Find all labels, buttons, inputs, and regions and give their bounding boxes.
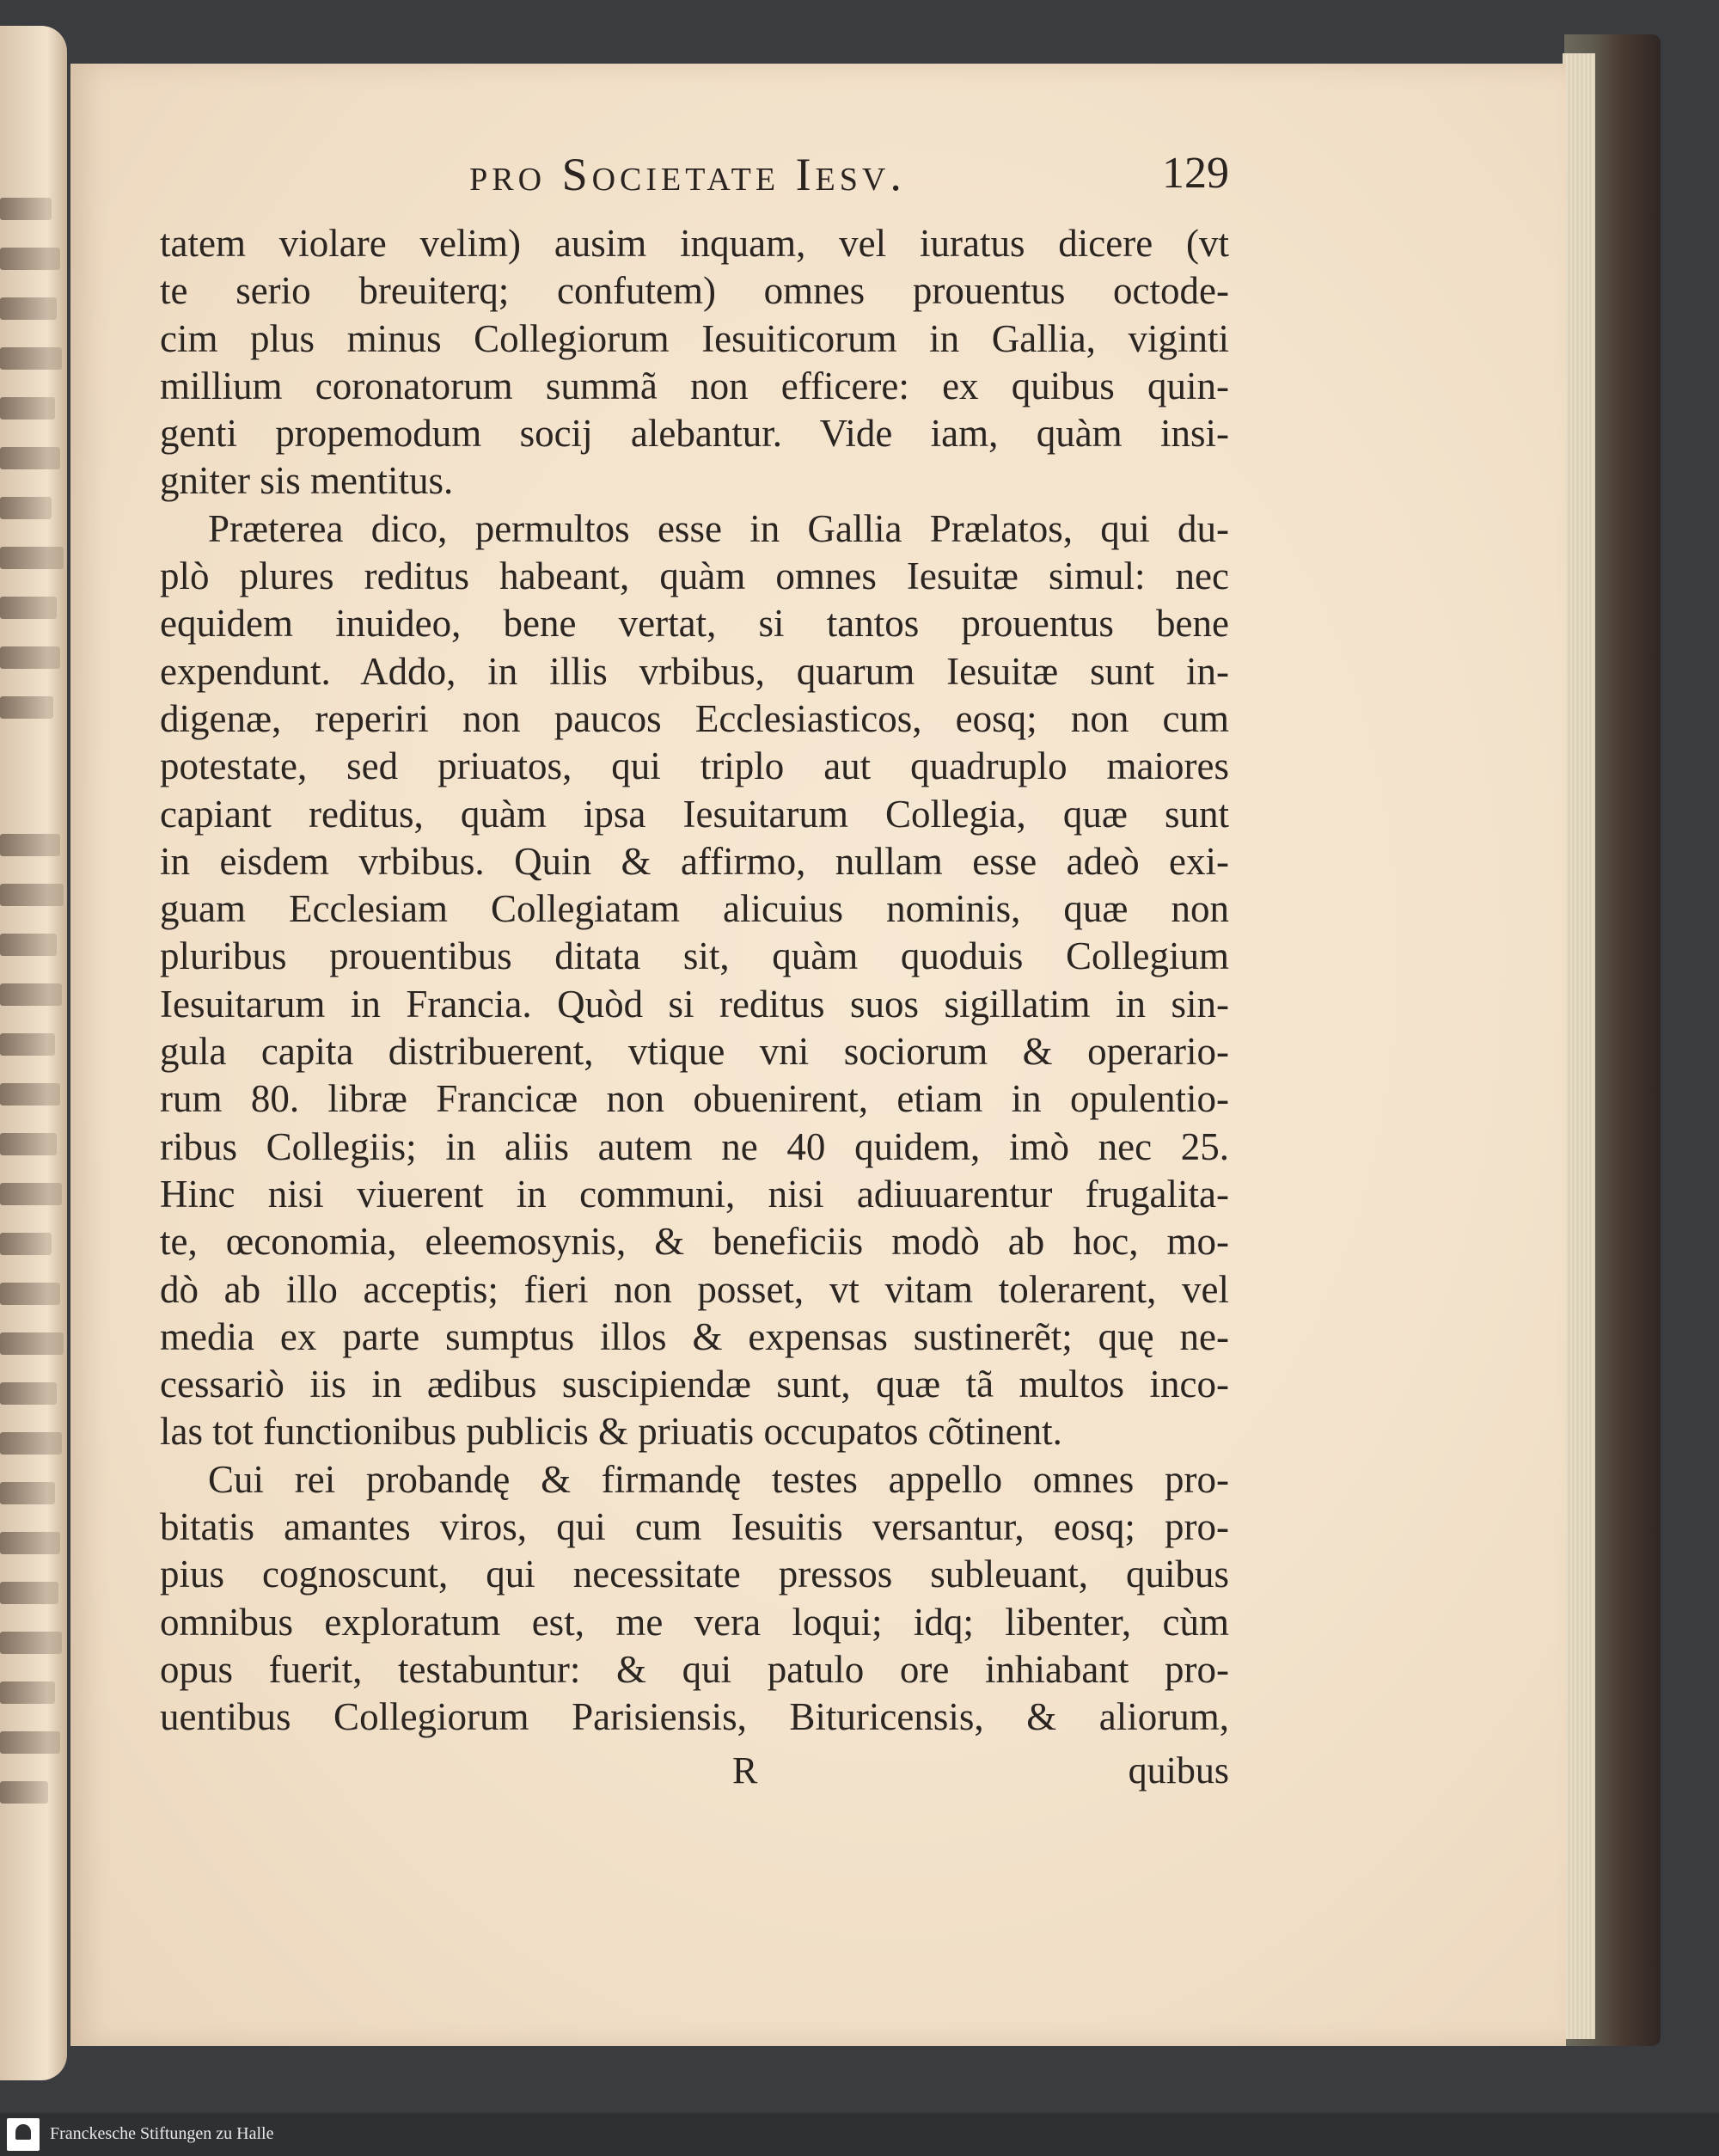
text-line: dò ab illo acceptis; fieri non posset, vt vitam tolerarent, vel xyxy=(160,1267,1229,1311)
catchword: quibus xyxy=(1128,1749,1229,1792)
text-line: millium coronatorum summã non efficere: ex quibus quin- xyxy=(160,364,1229,407)
running-title: pro Societate Iesv. xyxy=(469,149,906,200)
text-line: omnibus exploratum est, me vera loqui; idq; libenter, cùm xyxy=(160,1600,1229,1644)
paragraph-start-line: Præterea dico, permultos esse in Gallia Prælatos, qui du- xyxy=(208,506,1229,550)
institution-logo-icon xyxy=(7,2118,40,2151)
viewer-footer-bar xyxy=(0,2113,1719,2156)
paragraph-start-line: Cui rei probandę & firmandę testes appello omnes pro- xyxy=(208,1457,1229,1501)
text-line: pluribus prouentibus ditata sit, quàm quoduis Collegium xyxy=(160,934,1229,978)
text-line: guam Ecclesiam Collegiatam alicuius nominis, quæ non xyxy=(160,887,1229,931)
institution-name: Franckesche Stiftungen zu Halle xyxy=(50,2124,274,2143)
text-line: te, œconomia, eleemosynis, & beneficiis modò ab hoc, mo- xyxy=(160,1220,1229,1264)
text-line: gniter sis mentitus. xyxy=(160,459,454,503)
body-text xyxy=(160,220,1229,1742)
text-line: gula capita distribuerent, vtique vni sociorum & operario- xyxy=(160,1030,1229,1074)
text-line: equidem inuideo, bene vertat, si tantos prouentus bene xyxy=(160,602,1229,646)
text-line: potestate, sed priuatos, qui triplo aut quadruplo maiores xyxy=(160,744,1229,788)
text-line: ribus Collegiis; in aliis autem ne 40 quidem, imò nec 25. xyxy=(160,1124,1229,1168)
text-line: bitatis amantes viros, qui cum Iesuitis versantur, eosq; pro- xyxy=(160,1505,1229,1549)
text-line: cessariò iis in ædibus suscipiendæ sunt, quæ tã multos inco- xyxy=(160,1363,1229,1406)
text-line: Hinc nisi viuerent in communi, nisi adiuuarentur frugalita- xyxy=(160,1172,1229,1216)
text-line: digenæ, reperiri non paucos Ecclesiasticos, eosq; non cum xyxy=(160,696,1229,740)
facing-page-fragment xyxy=(0,26,67,2080)
text-line: te serio breuiterq; confutem) omnes prouentus octode- xyxy=(160,269,1229,313)
text-line: opus fuerit, testabuntur: & qui patulo ore inhiabant pro- xyxy=(160,1647,1229,1691)
text-line: rum 80. libræ Francicæ non obuenirent, etiam in opulentio- xyxy=(160,1077,1229,1121)
text-line: plò plures reditus habeant, quàm omnes Iesuitæ simul: nec xyxy=(160,554,1229,598)
page-block-edge xyxy=(1563,53,1595,2039)
text-line: media ex parte sumptus illos & expensas sustinerẽt; quę ne- xyxy=(160,1314,1229,1358)
signature-mark: R xyxy=(732,1749,758,1792)
text-line: capiant reditus, quàm ipsa Iesuitarum Collegia, quæ sunt xyxy=(160,792,1229,836)
text-line: genti propemodum socij alebantur. Vide iam, quàm insi- xyxy=(160,412,1229,456)
text-line: cim plus minus Collegiorum Iesuiticorum in Gallia, viginti xyxy=(160,316,1229,360)
text-line: Iesuitarum in Francia. Quòd si reditus suos sigillatim in sin- xyxy=(160,982,1229,1026)
text-line: uentibus Collegiorum Parisiensis, Bituricensis, & aliorum, xyxy=(160,1695,1229,1739)
text-line: in eisdem vrbibus. Quin & affirmo, nullam esse adeò exi- xyxy=(160,839,1229,883)
text-line: expendunt. Addo, in illis vrbibus, quarum Iesuitæ sunt in- xyxy=(160,649,1229,693)
text-line: tatem violare velim) ausim inquam, vel iuratus dicere (vt xyxy=(160,222,1229,265)
text-line: pius cognoscunt, qui necessitate pressos subleuant, quibus xyxy=(160,1553,1229,1596)
text-line: las tot functionibus publicis & priuatis occupatos cõtinent. xyxy=(160,1410,1062,1454)
page-number: 129 xyxy=(1162,149,1229,198)
